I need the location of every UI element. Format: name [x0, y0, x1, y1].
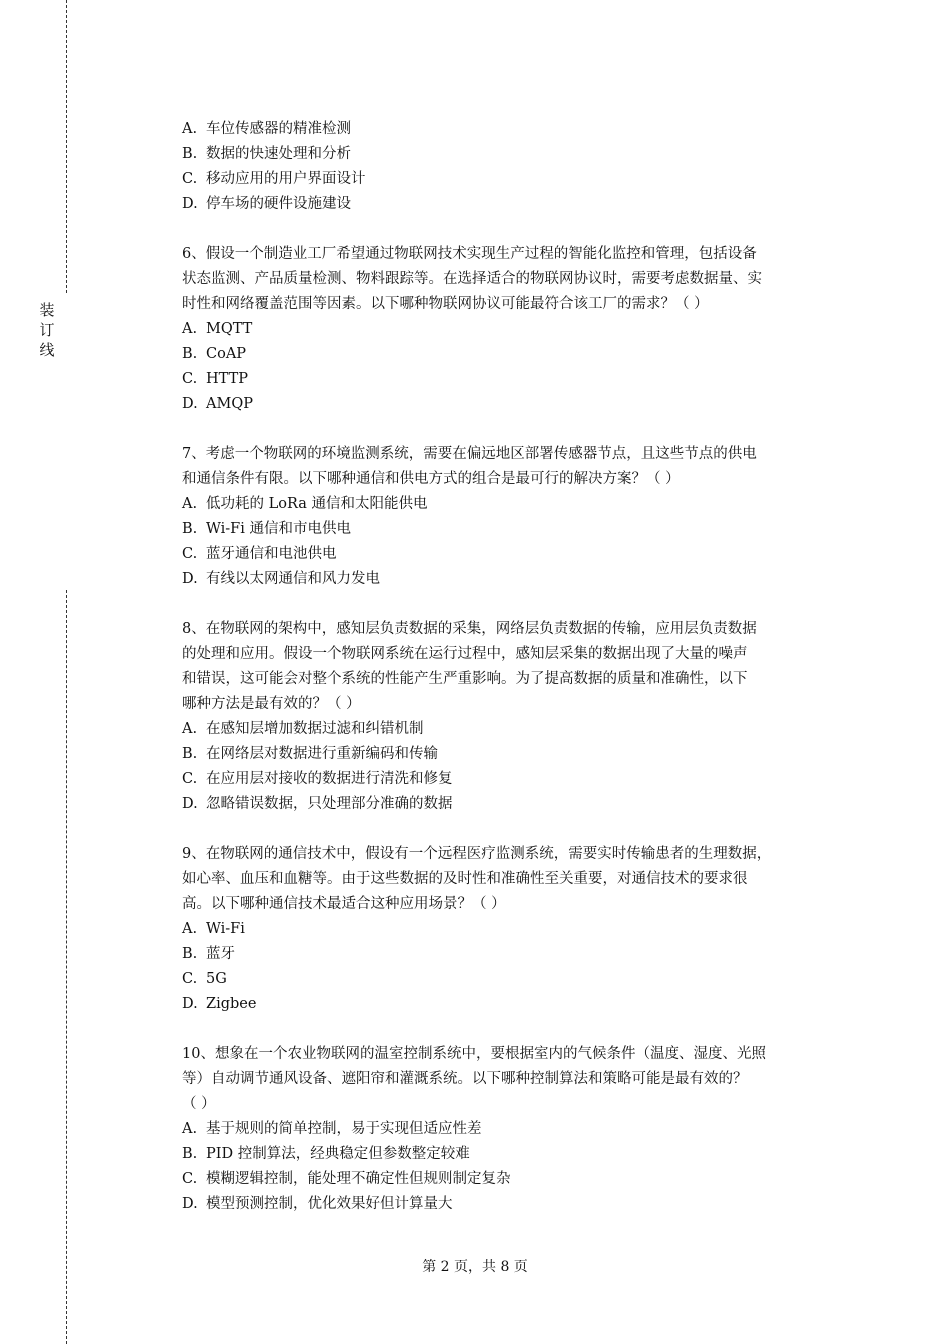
option-text: 模型预测控制，优化效果好但计算量大 [206, 1196, 453, 1212]
option-text: 低功耗的 LoRa 通信和太阳能供电 [206, 496, 428, 512]
binding-line-top [66, 0, 67, 293]
option-letter: A. [182, 496, 198, 512]
option-letter: C. [182, 546, 198, 562]
option [182, 567, 842, 592]
option-text: HTTP [206, 371, 249, 387]
continued-options [182, 117, 842, 217]
option [182, 942, 842, 967]
question-stem-line: 的处理和应用。假设一个物联网系统在运行过程中，感知层采集的数据出现了大量的噪声 [182, 646, 748, 662]
option [182, 492, 842, 517]
binding-label [37, 300, 57, 360]
option-letter: A. [182, 921, 198, 937]
option-text: MQTT [206, 321, 253, 337]
option-letter: B. [182, 946, 198, 962]
question-7 [182, 442, 842, 592]
option-letter: C. [182, 1171, 198, 1187]
option-letter: A. [182, 1121, 198, 1137]
option-text: 蓝牙通信和电池供电 [206, 546, 337, 562]
option-letter: B. [182, 346, 198, 362]
option-letter: D. [182, 996, 198, 1012]
option [182, 1142, 842, 1167]
binding-char: 线 [39, 341, 55, 359]
option [182, 342, 842, 367]
question-stem-line: 6、假设一个制造业工厂希望通过物联网技术实现生产过程的智能化监控和管理，包括设备 [182, 246, 757, 262]
option-text: 在感知层增加数据过滤和纠错机制 [206, 721, 424, 737]
option-letter: B. [182, 1146, 198, 1162]
question-stem-line: 如心率、血压和血糖等。由于这些数据的及时性和准确性至关重要，对通信技术的要求很 [182, 871, 748, 887]
option-letter: A. [182, 721, 198, 737]
question-stem-line: （ ） [182, 1096, 216, 1112]
option-text: PID 控制算法，经典稳定但参数整定较难 [206, 1146, 470, 1162]
option-letter: D. [182, 796, 198, 812]
binding-char: 订 [39, 321, 55, 339]
option [182, 317, 842, 342]
question-stem-line: 10、想象在一个农业物联网的温室控制系统中，要根据室内的气候条件（温度、湿度、光照 [182, 1046, 766, 1062]
option-text: AMQP [206, 396, 253, 412]
option-text: 有线以太网通信和风力发电 [206, 571, 380, 587]
option-letter: B. [182, 521, 198, 537]
option [182, 542, 842, 567]
option-text: Zigbee [206, 996, 257, 1012]
option-text: 车位传感器的精准检测 [206, 121, 351, 137]
option-text: 移动应用的用户界面设计 [206, 171, 366, 187]
question-10 [182, 1042, 842, 1217]
option-text: CoAP [206, 346, 247, 362]
option-letter: C. [182, 371, 198, 387]
question-stem-line: 高。以下哪种通信技术最适合这种应用场景？（ ） [182, 896, 506, 912]
question-stem-line: 9、在物联网的通信技术中，假设有一个远程医疗监测系统，需要实时传输患者的生理数据， [182, 846, 772, 862]
option [182, 1192, 842, 1217]
option-letter: A. [182, 121, 198, 137]
option-letter: D. [182, 571, 198, 587]
option-text: 忽略错误数据，只处理部分准确的数据 [206, 796, 453, 812]
option [182, 517, 842, 542]
option-letter: C. [182, 971, 198, 987]
question-stem-line: 状态监测、产品质量检测、物料跟踪等。在选择适合的物联网协议时，需要考虑数据量、实 [182, 271, 762, 287]
option-letter: D. [182, 1196, 198, 1212]
option-letter: D. [182, 196, 198, 212]
exam-content [182, 117, 842, 1217]
question-stem-line: 时性和网络覆盖范围等因素。以下哪种物联网协议可能最符合该工厂的需求？（ ） [182, 296, 709, 312]
option-letter: A. [182, 321, 198, 337]
option-text: 在应用层对接收的数据进行清洗和修复 [206, 771, 453, 787]
option-text: 在网络层对数据进行重新编码和传输 [206, 746, 438, 762]
question-stem-line: 8、在物联网的架构中，感知层负责数据的采集，网络层负责数据的传输，应用层负责数据 [182, 621, 757, 637]
option [182, 392, 842, 417]
option [182, 167, 842, 192]
option-text: 蓝牙 [206, 946, 235, 962]
option-letter: C. [182, 171, 198, 187]
option-letter: B. [182, 146, 198, 162]
option-text: 基于规则的简单控制，易于实现但适应性差 [206, 1121, 482, 1137]
option [182, 767, 842, 792]
option [182, 792, 842, 817]
binding-line-bottom [66, 590, 67, 1344]
option-text: 模糊逻辑控制，能处理不确定性但规则制定复杂 [206, 1171, 511, 1187]
option-text: Wi-Fi [206, 921, 245, 937]
option [182, 192, 842, 217]
option [182, 717, 842, 742]
question-stem-line: 哪种方法是最有效的？（ ） [182, 696, 361, 712]
option [182, 367, 842, 392]
question-stem-line: 和错误，这可能会对整个系统的性能产生严重影响。为了提高数据的质量和准确性，以下 [182, 671, 748, 687]
option-text: 5G [206, 971, 227, 987]
question-9 [182, 842, 842, 1017]
question-stem-line: 和通信条件有限。以下哪种通信和供电方式的组合是最可行的解决方案？（ ） [182, 471, 680, 487]
binding-char: 装 [39, 301, 55, 319]
option [182, 742, 842, 767]
option [182, 142, 842, 167]
option [182, 1167, 842, 1192]
option-text: Wi-Fi 通信和市电供电 [206, 521, 351, 537]
option-letter: C. [182, 771, 198, 787]
option-text: 数据的快速处理和分析 [206, 146, 351, 162]
option [182, 967, 842, 992]
page-number: 第 2 页，共 8 页 [422, 1259, 528, 1275]
option-text: 停车场的硬件设施建设 [206, 196, 351, 212]
question-stem-line: 等）自动调节通风设备、遮阳帘和灌溉系统。以下哪种控制算法和策略可能是最有效的？ [182, 1071, 748, 1087]
option [182, 117, 842, 142]
option [182, 1117, 842, 1142]
question-stem-line: 7、考虑一个物联网的环境监测系统，需要在偏远地区部署传感器节点，且这些节点的供电 [182, 446, 757, 462]
option-letter: B. [182, 746, 198, 762]
option [182, 917, 842, 942]
question-8 [182, 617, 842, 817]
option-letter: D. [182, 396, 198, 412]
option [182, 992, 842, 1017]
page-footer [0, 1256, 950, 1276]
question-6 [182, 242, 842, 417]
